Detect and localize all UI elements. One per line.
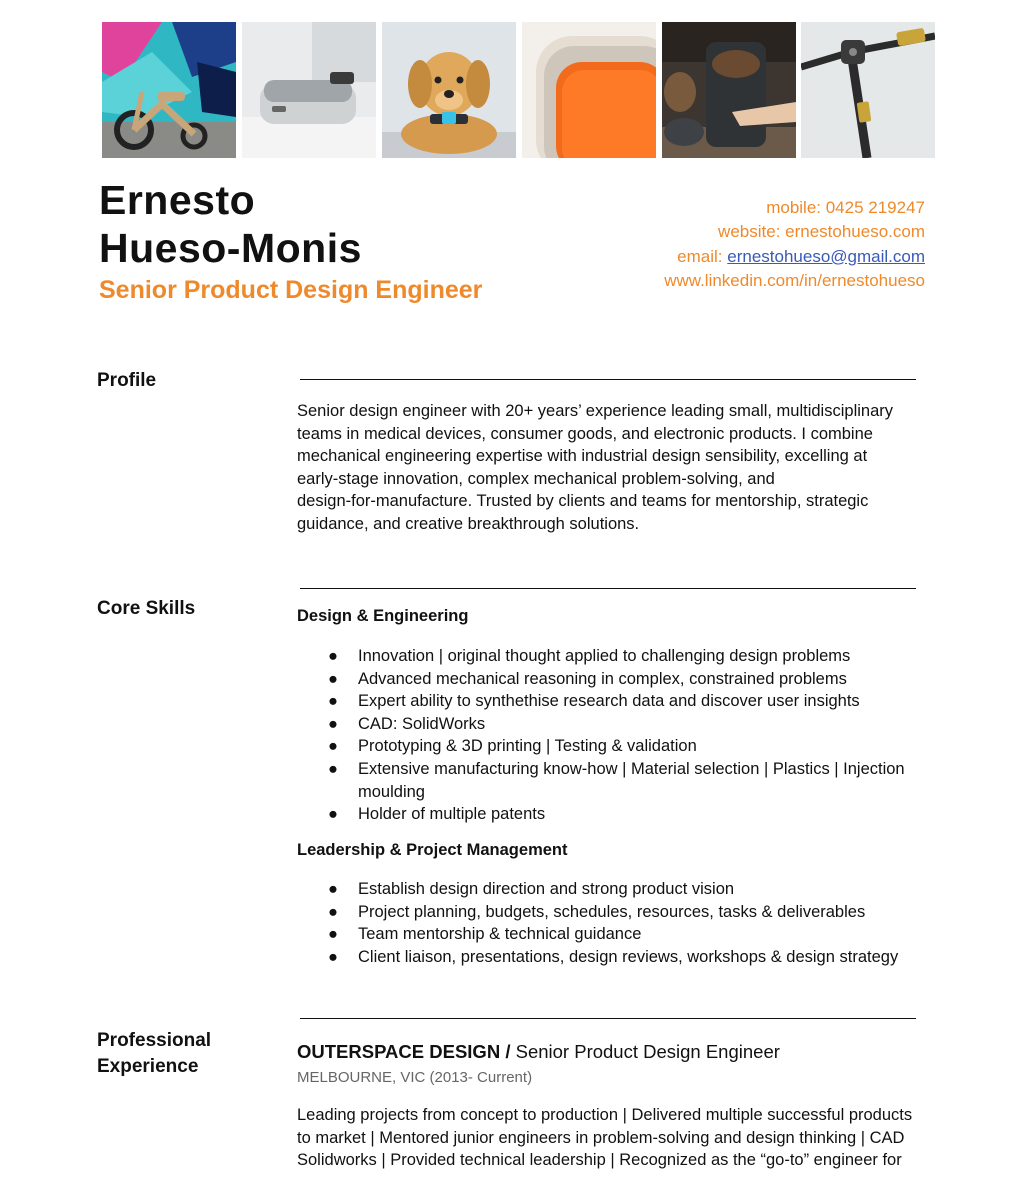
contact-linkedin: www.linkedin.com/in/ernestohueso	[664, 270, 925, 290]
dog-image	[382, 22, 516, 158]
skill-text: CAD: SolidWorks	[358, 714, 486, 733]
bullet-dot: ●	[328, 880, 338, 898]
list-item	[297, 713, 922, 736]
design-engineering-heading: Design & Engineering	[297, 607, 469, 625]
profile-line: mechanical engineering expertise with industrial design sensibility, excelling at	[297, 447, 868, 465]
experience-text	[297, 1104, 922, 1172]
last-name: Hueso-Monis	[99, 225, 362, 271]
experience-line: to market | Mentored junior engineers in problem-solving and design thinking | CAD	[297, 1128, 905, 1147]
contact-email-row	[664, 245, 925, 269]
skill-text: Establish design direction and strong product vision	[358, 880, 735, 898]
profile-line: guidance, and creative breakthrough solutions.	[297, 514, 640, 533]
company-name: OUTERSPACE DESIGN /	[297, 1041, 511, 1062]
profile-heading: Profile	[97, 370, 157, 391]
company-role	[297, 1041, 780, 1063]
photo-feeder	[662, 22, 796, 158]
skill-text: Holder of multiple patents	[358, 805, 546, 824]
profile-text	[297, 400, 922, 535]
skill-text: Innovation | original thought applied to challenging design problems	[358, 647, 851, 665]
list-item	[297, 758, 922, 803]
company-location: MELBOURNE, VIC (2013- Current)	[297, 1069, 533, 1086]
list-item	[297, 668, 922, 691]
experience-heading	[97, 1028, 211, 1080]
skill-text: Advanced mechanical reasoning in complex, constrained problems	[358, 669, 847, 688]
first-name: Ernesto	[99, 177, 256, 223]
orange-product-image	[522, 22, 656, 158]
photo-dog	[382, 22, 516, 158]
email-link[interactable]: ernestohueso@gmail.com	[727, 246, 925, 266]
bullet-dot: ●	[328, 714, 338, 733]
job-title: Senior Product Design Engineer	[99, 276, 483, 304]
tricycle-image	[102, 22, 236, 158]
experience-line: Leading projects from concept to production | Delivered multiple successful products	[297, 1106, 913, 1124]
profile-line: early-stage innovation, complex mechanical problem-solving, and	[297, 469, 775, 488]
skills-divider	[300, 588, 916, 589]
device-image	[242, 22, 376, 158]
contact-block	[664, 196, 925, 293]
candidate-name	[99, 176, 362, 272]
list-item	[297, 878, 922, 901]
list-item	[297, 645, 922, 668]
list-item	[297, 690, 922, 713]
email-prefix: email:	[677, 246, 728, 266]
bullet-dot: ●	[328, 925, 338, 944]
experience-line: Solidworks | Provided technical leadership | Recognized as the “go-to” engineer for	[297, 1151, 902, 1169]
leadership-skills-list	[297, 878, 922, 968]
list-item	[297, 803, 922, 826]
bullet-dot: ●	[328, 947, 338, 966]
list-item	[297, 946, 922, 969]
design-skills-list	[297, 645, 922, 826]
photo-strip	[102, 22, 935, 158]
skill-text: Project planning, budgets, schedules, resources, tasks & deliverables	[358, 902, 866, 921]
profile-line: design-for-manufacture. Trusted by clients and teams for mentorship, strategic	[297, 492, 869, 510]
bullet-dot: ●	[328, 737, 338, 756]
bullet-dot: ●	[328, 692, 338, 711]
skill-text: Client liaison, presentations, design reviews, workshops & design strategy	[358, 947, 899, 966]
photo-tricycle	[102, 22, 236, 158]
skill-text: Expert ability to synthethise research data and discover user insights	[358, 692, 860, 711]
bullet-dot: ●	[328, 902, 338, 921]
experience-heading-line: Experience	[97, 1056, 199, 1077]
profile-divider	[300, 379, 916, 380]
hinge-pole-image	[801, 22, 935, 158]
skills-heading: Core Skills	[97, 598, 196, 619]
bullet-dot: ●	[328, 805, 338, 824]
skill-text: Prototyping & 3D printing | Testing & validation	[358, 737, 697, 756]
role-title: Senior Product Design Engineer	[510, 1041, 780, 1062]
photo-orange-product	[522, 22, 656, 158]
bullet-dot: ●	[328, 669, 338, 688]
profile-line: teams in medical devices, consumer goods, and electronic products. I combine	[297, 424, 873, 443]
bullet-dot: ●	[328, 647, 338, 665]
experience-divider	[300, 1018, 916, 1019]
skill-text: Extensive manufacturing know-how | Material selection | Plastics | Injection moulding	[358, 759, 905, 801]
leadership-heading: Leadership & Project Management	[297, 841, 568, 859]
list-item	[297, 735, 922, 758]
experience-heading-line: Professional	[97, 1030, 212, 1051]
photo-device	[242, 22, 376, 158]
bullet-dot: ●	[328, 759, 338, 778]
feeder-image	[662, 22, 796, 158]
list-item	[297, 901, 922, 924]
contact-mobile: mobile: 0425 219247	[766, 198, 925, 217]
list-item	[297, 923, 922, 946]
photo-hinge-pole	[801, 22, 935, 158]
skill-text: Team mentorship & technical guidance	[358, 925, 642, 944]
profile-line: Senior design engineer with 20+ years’ experience leading small, multidisciplinary	[297, 402, 893, 420]
contact-website: website: ernestohueso.com	[718, 222, 925, 242]
